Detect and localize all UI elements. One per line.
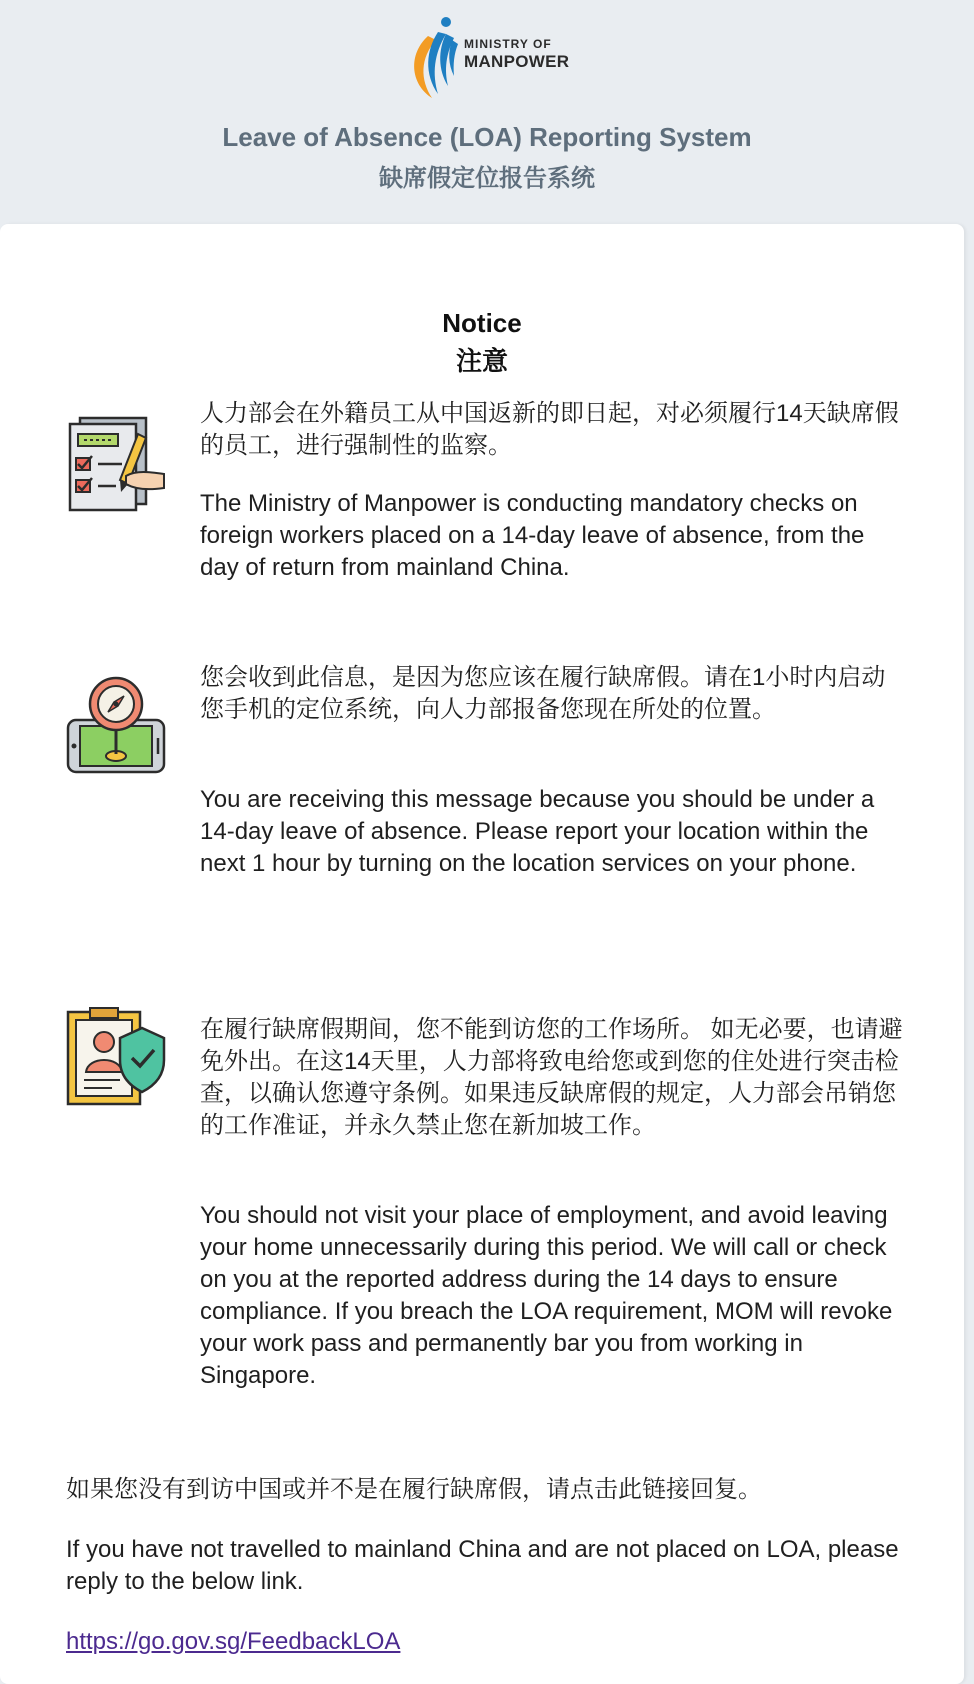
section-1-text-zh: 人力部会在外籍员工从中国返新的即日起，对必须履行14天缺席假的员工，进行强制性的监察。	[200, 400, 899, 459]
system-title-en: Leave of Absence (LOA) Reporting System	[222, 122, 752, 152]
footer-text-zh: 如果您没有到访中国或并不是在履行缺席假，请点击此链接回复。	[66, 1476, 762, 1503]
logo-line-ministry-of: MINISTRY OF	[464, 37, 552, 51]
section-3-text-zh: 在履行缺席假期间，您不能到访您的工作场所。 如无必要，也请避免外出。在这14天里，人力部将致电给您或到您的住处进行突击检查，以确认您遵守条例。如果违反缺席假的规定，人力部会吊销您的工作准证，并永久禁止您在新加坡工作。	[200, 1016, 903, 1139]
notice-title-zh: 注意	[455, 346, 508, 376]
section-2-text-zh: 您会收到此信息，是因为您应该在履行缺席假。请在1小时内启动您手机的定位系统，向人力部报备您现在所处的位置。	[200, 664, 886, 723]
logo-text	[464, 38, 569, 70]
work-pass-shield-icon	[66, 1006, 166, 1106]
section-2-text-en: You are receiving this message because you should be under a 14-day leave of absence. Please report your location within the next 1 hour by turning on the location services on your phone.	[200, 786, 875, 877]
logo-line-manpower: MANPOWER	[464, 52, 570, 71]
section-3-text-en: You should not visit your place of employment, and avoid leaving your home unnecessarily during this period. We will call or check on you at the reported address during the 14 days to ensure compliance. If you breach the LOA requirement, MOM will revoke your work pass and permanently bar you from working in Singapore.	[200, 1202, 893, 1389]
phone-location-icon	[66, 676, 166, 776]
section-1-text-en: The Ministry of Manpower is conducting mandatory checks on foreign workers placed on a 14-day leave of absence, from the day of return from mainland China.	[200, 490, 865, 581]
mom-logo-mark-icon	[398, 14, 462, 104]
feedback-link[interactable]: https://go.gov.sg/FeedbackLOA	[66, 1628, 401, 1655]
system-title-zh: 缺席假定位报告系统	[379, 165, 595, 192]
notice-title-en: Notice	[442, 308, 522, 338]
mom-logo	[398, 14, 568, 104]
checklist-icon	[66, 414, 166, 514]
page-header	[0, 0, 974, 224]
footer-text-en: If you have not travelled to mainland China and are not placed on LOA, please reply to the below link.	[66, 1536, 899, 1595]
content-card	[0, 224, 964, 1684]
